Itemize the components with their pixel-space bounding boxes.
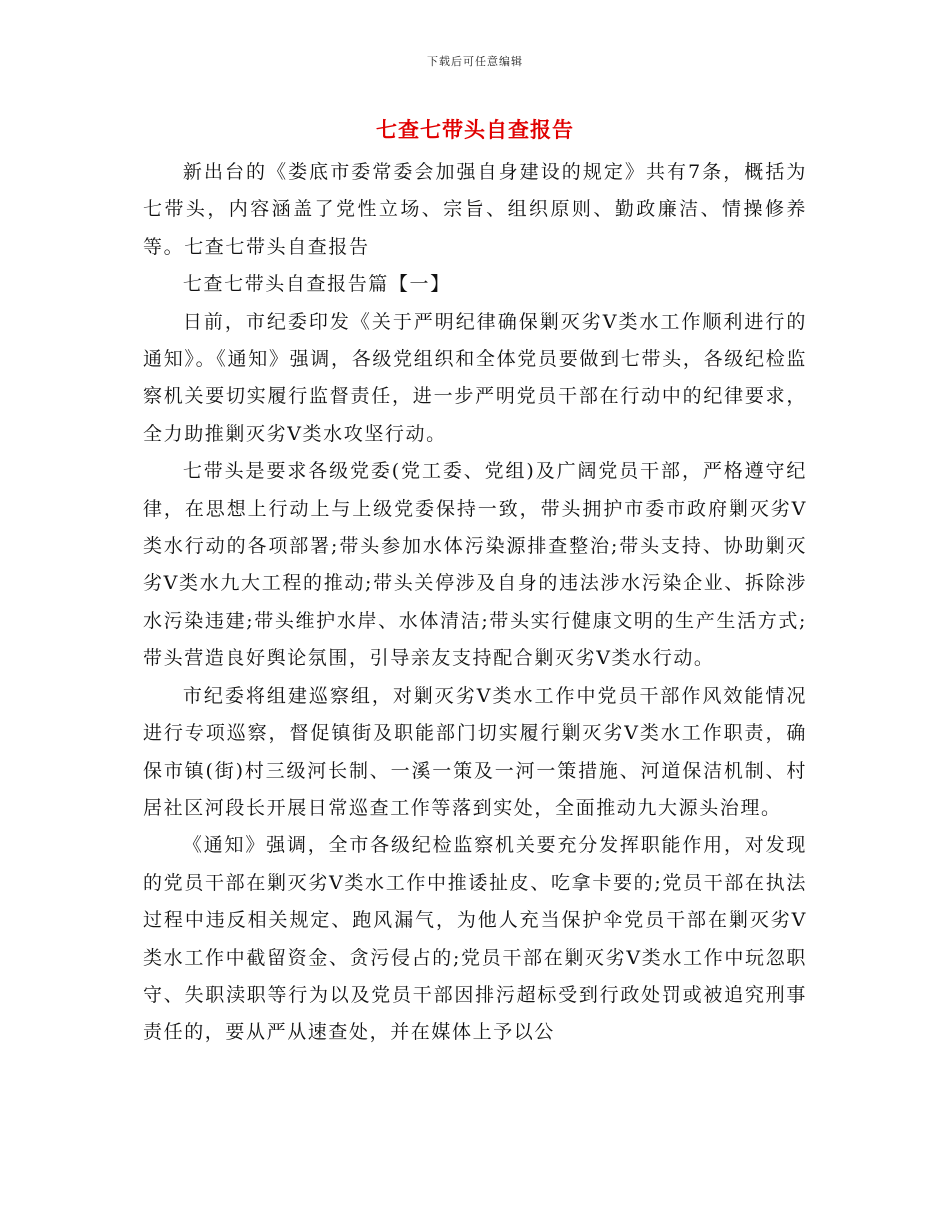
paragraph-notice: 日前，市纪委印发《关于严明纪律确保剿灭劣Ⅴ类水工作顺利进行的通知》。《通知》强调，各级党组织和全体党员要做到七带头，各级纪检监察机关要切实履行监督责任，进一步严明党员干部在行动中的纪律要求，全力助推剿灭劣Ⅴ类水攻坚行动。 bbox=[143, 310, 807, 445]
section-heading: 七查七带头自查报告篇【一】 bbox=[182, 273, 451, 296]
document-body bbox=[143, 154, 807, 1052]
paragraph-seven-leads: 七带头是要求各级党委(党工委、党组)及广阔党员干部，严格遵守纪律，在思想上行动上与上级党委保持一致，带头拥护市委市政府剿灭劣Ⅴ类水行动的各项部署;带头参加水体污染源排查整治;带头支持、协助剿灭劣Ⅴ类水九大工程的推动;带头关停涉及自身的违法涉水污染企业、拆除涉水污染违建;带头维护水岸、水体清洁;带头实行健康文明的生产生活方式;带头营造良好舆论氛围，引导亲友支持配合剿灭劣Ⅴ类水行动。 bbox=[143, 460, 807, 670]
paragraph-inspection: 市纪委将组建巡察组，对剿灭劣Ⅴ类水工作中党员干部作风效能情况进行专项巡察，督促镇街及职能部门切实履行剿灭劣Ⅴ类水工作职责，确保市镇(街)村三级河长制、一溪一策及一河一策措施、河道保洁机制、村居社区河段长开展日常巡查工作等落到实处，全面推动九大源头治理。 bbox=[143, 684, 807, 819]
paragraph-discipline: 《通知》强调，全市各级纪检监察机关要充分发挥职能作用，对发现的党员干部在剿灭劣Ⅴ类水工作中推诿扯皮、吃拿卡要的;党员干部在执法过程中违反相关规定、跑风漏气，为他人充当保护伞党员干部在剿灭劣Ⅴ类水工作中截留资金、贪污侵占的;党员干部在剿灭劣Ⅴ类水工作中玩忽职守、失职渎职等行为以及党员干部因排污超标受到行政处罚或被追究刑事责任的，要从严从速查处，并在媒体上予以公 bbox=[143, 834, 807, 1044]
header-note: 下载后可任意编辑 bbox=[427, 55, 523, 68]
paragraph-intro: 新出台的《娄底市委常委会加强自身建设的规定》共有7条，概括为七带头，内容涵盖了党性立场、宗旨、组织原则、勤政廉洁、情操修养等。七查七带头自查报告 bbox=[143, 161, 807, 258]
document-title: 七查七带头自查报告 bbox=[376, 117, 574, 142]
